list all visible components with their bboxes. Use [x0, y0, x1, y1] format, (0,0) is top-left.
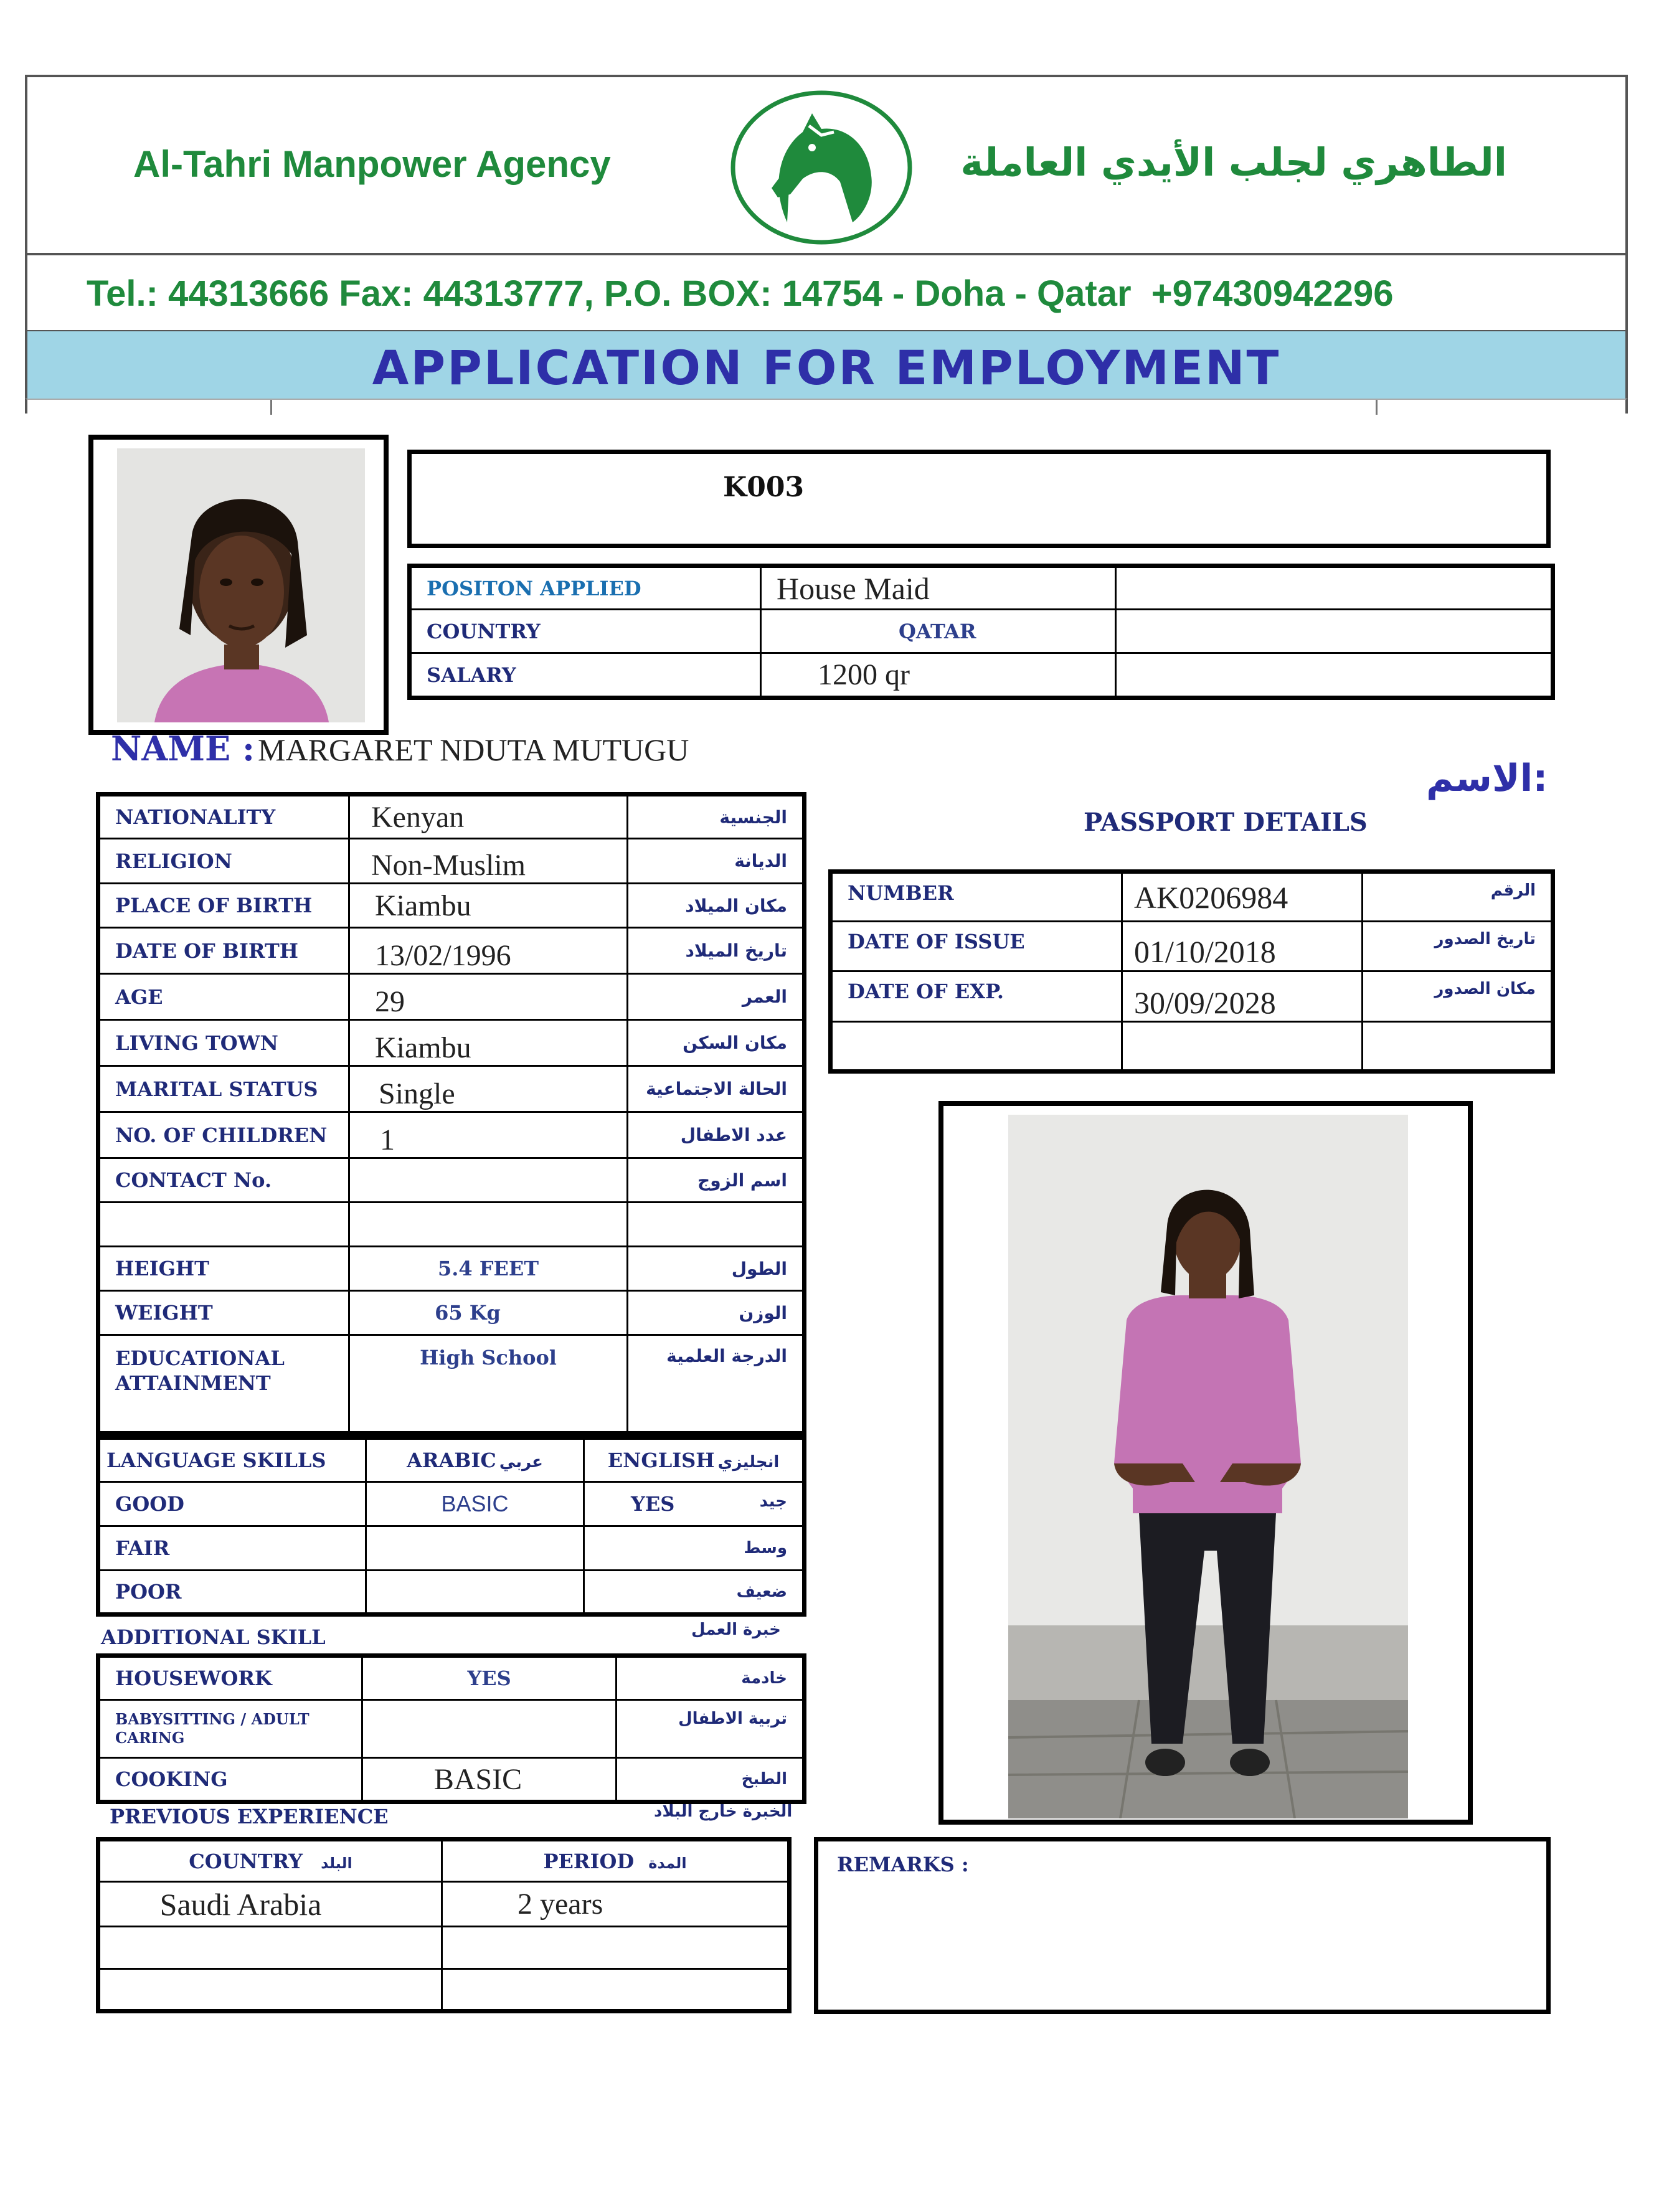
table-row	[98, 795, 805, 839]
height-value: 5.4 FEET	[349, 1247, 628, 1291]
blank-value	[349, 1203, 628, 1247]
passport-number-value: AK0206984	[1122, 872, 1363, 922]
good-ar: جيد	[759, 1492, 787, 1511]
full-body-frame	[938, 1101, 1473, 1825]
arabic-header	[366, 1438, 584, 1482]
full-body-photo	[1008, 1115, 1408, 1818]
table-row	[98, 1066, 805, 1112]
table-row	[410, 610, 1553, 653]
age-label: AGE	[98, 974, 349, 1020]
issue-date-ar: تاريخ الصدور	[1363, 922, 1553, 971]
expiry-date-value: 30/09/2028	[1122, 971, 1363, 1022]
portrait-photo	[117, 448, 365, 722]
contact-phone: +97430942296	[1151, 273, 1394, 314]
children-value: 1	[349, 1112, 628, 1158]
arabic-header-label: ARABIC	[407, 1449, 496, 1472]
passport-title: PASSPORT DETAILS	[1084, 808, 1368, 837]
passport-number-ar: الرقم	[1363, 872, 1553, 922]
previous-experience-title: PREVIOUS EXPERIENCE	[110, 1805, 389, 1828]
weight-ar: الوزن	[628, 1291, 805, 1335]
nationality-ar: الجنسية	[628, 795, 805, 839]
passport-number-label: NUMBER	[831, 872, 1122, 922]
table-row	[831, 1022, 1553, 1072]
expiry-date-label: DATE OF EXP.	[831, 971, 1122, 1022]
portrait-frame	[88, 435, 389, 735]
date-of-birth-label: DATE OF BIRTH	[98, 928, 349, 974]
cooking-ar: الطبخ	[617, 1758, 805, 1802]
form-title: APPLICATION FOR EMPLOYMENT	[372, 340, 1281, 395]
housework-value: YES	[362, 1656, 617, 1700]
arabic-poor-value	[366, 1571, 584, 1615]
contact-bar	[25, 253, 1628, 333]
country-value: QATAR	[761, 610, 1116, 653]
passport-blank-value	[1122, 1022, 1363, 1072]
weight-label: WEIGHT	[98, 1291, 349, 1335]
english-header-ar: انجليزي	[717, 1453, 780, 1472]
previous-experience-title-ar: الخبرة خارج البلاد	[654, 1802, 793, 1821]
fair-label: FAIR	[98, 1526, 366, 1571]
table-row	[98, 1335, 805, 1434]
poor-label: POOR	[98, 1571, 366, 1615]
education-label-line1: EDUCATIONAL	[115, 1346, 285, 1370]
religion-ar: الديانة	[628, 839, 805, 884]
table-row	[410, 566, 1553, 610]
english-poor-cell	[584, 1571, 805, 1615]
cooking-label: COOKING	[98, 1758, 362, 1802]
table-row	[98, 1438, 805, 1482]
table-row	[98, 1758, 805, 1802]
additional-skill-title: ADDITIONAL SKILL	[101, 1625, 326, 1649]
position-label: POSITON APPLIED	[410, 566, 761, 610]
arabic-fair-value	[366, 1526, 584, 1571]
age-value: 29	[349, 974, 628, 1020]
babysitting-label-line1: BABYSITTING / ADULT	[115, 1710, 310, 1728]
exp-period-value	[442, 1969, 790, 2011]
table-row	[98, 1882, 790, 1927]
passport-table	[828, 869, 1555, 1074]
living-town-value: Kiambu	[349, 1020, 628, 1066]
name-label: NAME :	[111, 729, 255, 768]
position-table	[407, 564, 1555, 700]
blank-label	[98, 1203, 349, 1247]
table-row	[98, 1482, 805, 1526]
exp-period-label: PERIOD	[543, 1849, 635, 1873]
english-header-label: ENGLISH	[607, 1449, 715, 1472]
contact-label: CONTACT No.	[98, 1158, 349, 1203]
table-row	[98, 1571, 805, 1615]
exp-country-ar: البلد	[321, 1854, 352, 1872]
religion-value: Non-Muslim	[349, 839, 628, 884]
position-value: House Maid	[761, 566, 1116, 610]
babysitting-label-line2: CARING	[115, 1729, 185, 1747]
passport-blank-label	[831, 1022, 1122, 1072]
arabic-good-value: BASIC	[366, 1482, 584, 1526]
code-box	[407, 450, 1551, 548]
exp-period-value: 2 years	[442, 1882, 790, 1927]
expiry-date-ar: مكان الصدور	[1363, 971, 1553, 1022]
experience-table	[96, 1837, 792, 2013]
good-label: GOOD	[98, 1482, 366, 1526]
horse-logo-icon	[728, 88, 915, 247]
salary-value: 1200 qr	[761, 653, 1116, 698]
living-town-ar: مكان السكن	[628, 1020, 805, 1066]
exp-period-header	[442, 1840, 790, 1882]
country-label: COUNTRY	[410, 610, 761, 653]
table-row	[831, 971, 1553, 1022]
marital-status-value: Single	[349, 1066, 628, 1112]
remarks-label: REMARKS :	[837, 1853, 969, 1876]
housework-label: HOUSEWORK	[98, 1656, 362, 1700]
education-value: High School	[349, 1335, 628, 1434]
additional-skill-title-ar: خبرة العمل	[691, 1620, 781, 1639]
table-row	[98, 1203, 805, 1247]
cooking-value: BASIC	[362, 1758, 617, 1802]
babysitting-label	[98, 1700, 362, 1758]
table-row	[98, 1112, 805, 1158]
education-ar: الدرجة العلمية	[628, 1335, 805, 1434]
language-skills-table	[96, 1435, 806, 1617]
age-ar: العمر	[628, 974, 805, 1020]
babysitting-value	[362, 1700, 617, 1758]
children-ar: عدد الاطفال	[628, 1112, 805, 1158]
table-row	[98, 1020, 805, 1066]
english-header	[584, 1438, 805, 1482]
exp-country-label: COUNTRY	[189, 1849, 303, 1873]
table-row	[98, 1840, 790, 1882]
education-label-line2: ATTAINMENT	[115, 1371, 271, 1395]
height-label: HEIGHT	[98, 1247, 349, 1291]
table-row	[98, 839, 805, 884]
table-row	[98, 1247, 805, 1291]
table-row	[831, 922, 1553, 971]
exp-country-header	[98, 1840, 442, 1882]
height-ar: الطول	[628, 1247, 805, 1291]
name-label-ar: الاسم:	[1426, 757, 1548, 800]
table-row	[98, 1927, 790, 1969]
table-row	[410, 653, 1553, 698]
exp-country-value	[98, 1969, 442, 2011]
table-row	[831, 872, 1553, 922]
english-fair-cell	[584, 1526, 805, 1571]
contact-line: Tel.: 44313666 Fax: 44313777, P.O. BOX: 14754 - Doha - Qatar	[87, 273, 1132, 314]
language-skills-label: LANGUAGE SKILLS	[98, 1438, 366, 1482]
contact-ar: اسم الزوج	[628, 1158, 805, 1203]
agency-name-en: Al-Tahri Manpower Agency	[133, 143, 611, 185]
table-row	[98, 1969, 790, 2011]
table-row	[98, 1700, 805, 1758]
living-town-label: LIVING TOWN	[98, 1020, 349, 1066]
table-row	[98, 1656, 805, 1700]
fair-ar: وسط	[744, 1539, 787, 1557]
contact-value	[349, 1158, 628, 1203]
religion-label: RELIGION	[98, 839, 349, 884]
applicant-name: MARGARET NDUTA MUTUGU	[258, 732, 689, 767]
marital-status-label: MARITAL STATUS	[98, 1066, 349, 1112]
agency-logo	[728, 88, 915, 247]
table-row	[98, 1291, 805, 1335]
remarks-box	[814, 1837, 1551, 2014]
applicant-code: K003	[723, 471, 805, 503]
table-row	[98, 884, 805, 928]
name-line	[111, 729, 689, 768]
arabic-header-ar: عربي	[499, 1453, 543, 1472]
exp-country-value	[98, 1927, 442, 1969]
education-label	[98, 1335, 349, 1434]
english-good-cell	[584, 1482, 805, 1526]
table-row	[98, 1526, 805, 1571]
table-row	[98, 1158, 805, 1203]
exp-country-value: Saudi Arabia	[98, 1882, 442, 1927]
agency-name-ar: الطاهري لجلب الأيدي العاملة	[960, 139, 1507, 185]
housework-ar: خادمة	[617, 1656, 805, 1700]
nationality-value: Kenyan	[349, 795, 628, 839]
place-of-birth-ar: مكان الميلاد	[628, 884, 805, 928]
poor-ar: ضعيف	[736, 1582, 787, 1601]
title-banner	[25, 331, 1628, 399]
date-of-birth-ar: تاريخ الميلاد	[628, 928, 805, 974]
exp-period-value	[442, 1927, 790, 1969]
issue-date-label: DATE OF ISSUE	[831, 922, 1122, 971]
issue-date-value: 01/10/2018	[1122, 922, 1363, 971]
babysitting-ar: تربية الاطفال	[617, 1700, 805, 1758]
place-of-birth-label: PLACE OF BIRTH	[98, 884, 349, 928]
exp-period-ar: المدة	[648, 1854, 687, 1872]
children-label: NO. OF CHILDREN	[98, 1112, 349, 1158]
passport-blank-ar	[1363, 1022, 1553, 1072]
table-row	[98, 974, 805, 1020]
header-underline	[25, 399, 1628, 414]
table-row	[98, 928, 805, 974]
english-good-value: YES	[631, 1492, 675, 1516]
weight-value: 65 Kg	[349, 1291, 628, 1335]
personal-details-table	[96, 792, 806, 1435]
nationality-label: NATIONALITY	[98, 795, 349, 839]
additional-skill-table	[96, 1653, 806, 1804]
letterhead	[25, 75, 1628, 255]
place-of-birth-value: Kiambu	[349, 884, 628, 928]
salary-label: SALARY	[410, 653, 761, 698]
blank-ar	[628, 1203, 805, 1247]
date-of-birth-value: 13/02/1996	[349, 928, 628, 974]
marital-status-ar: الحالة الاجتماعية	[628, 1066, 805, 1112]
